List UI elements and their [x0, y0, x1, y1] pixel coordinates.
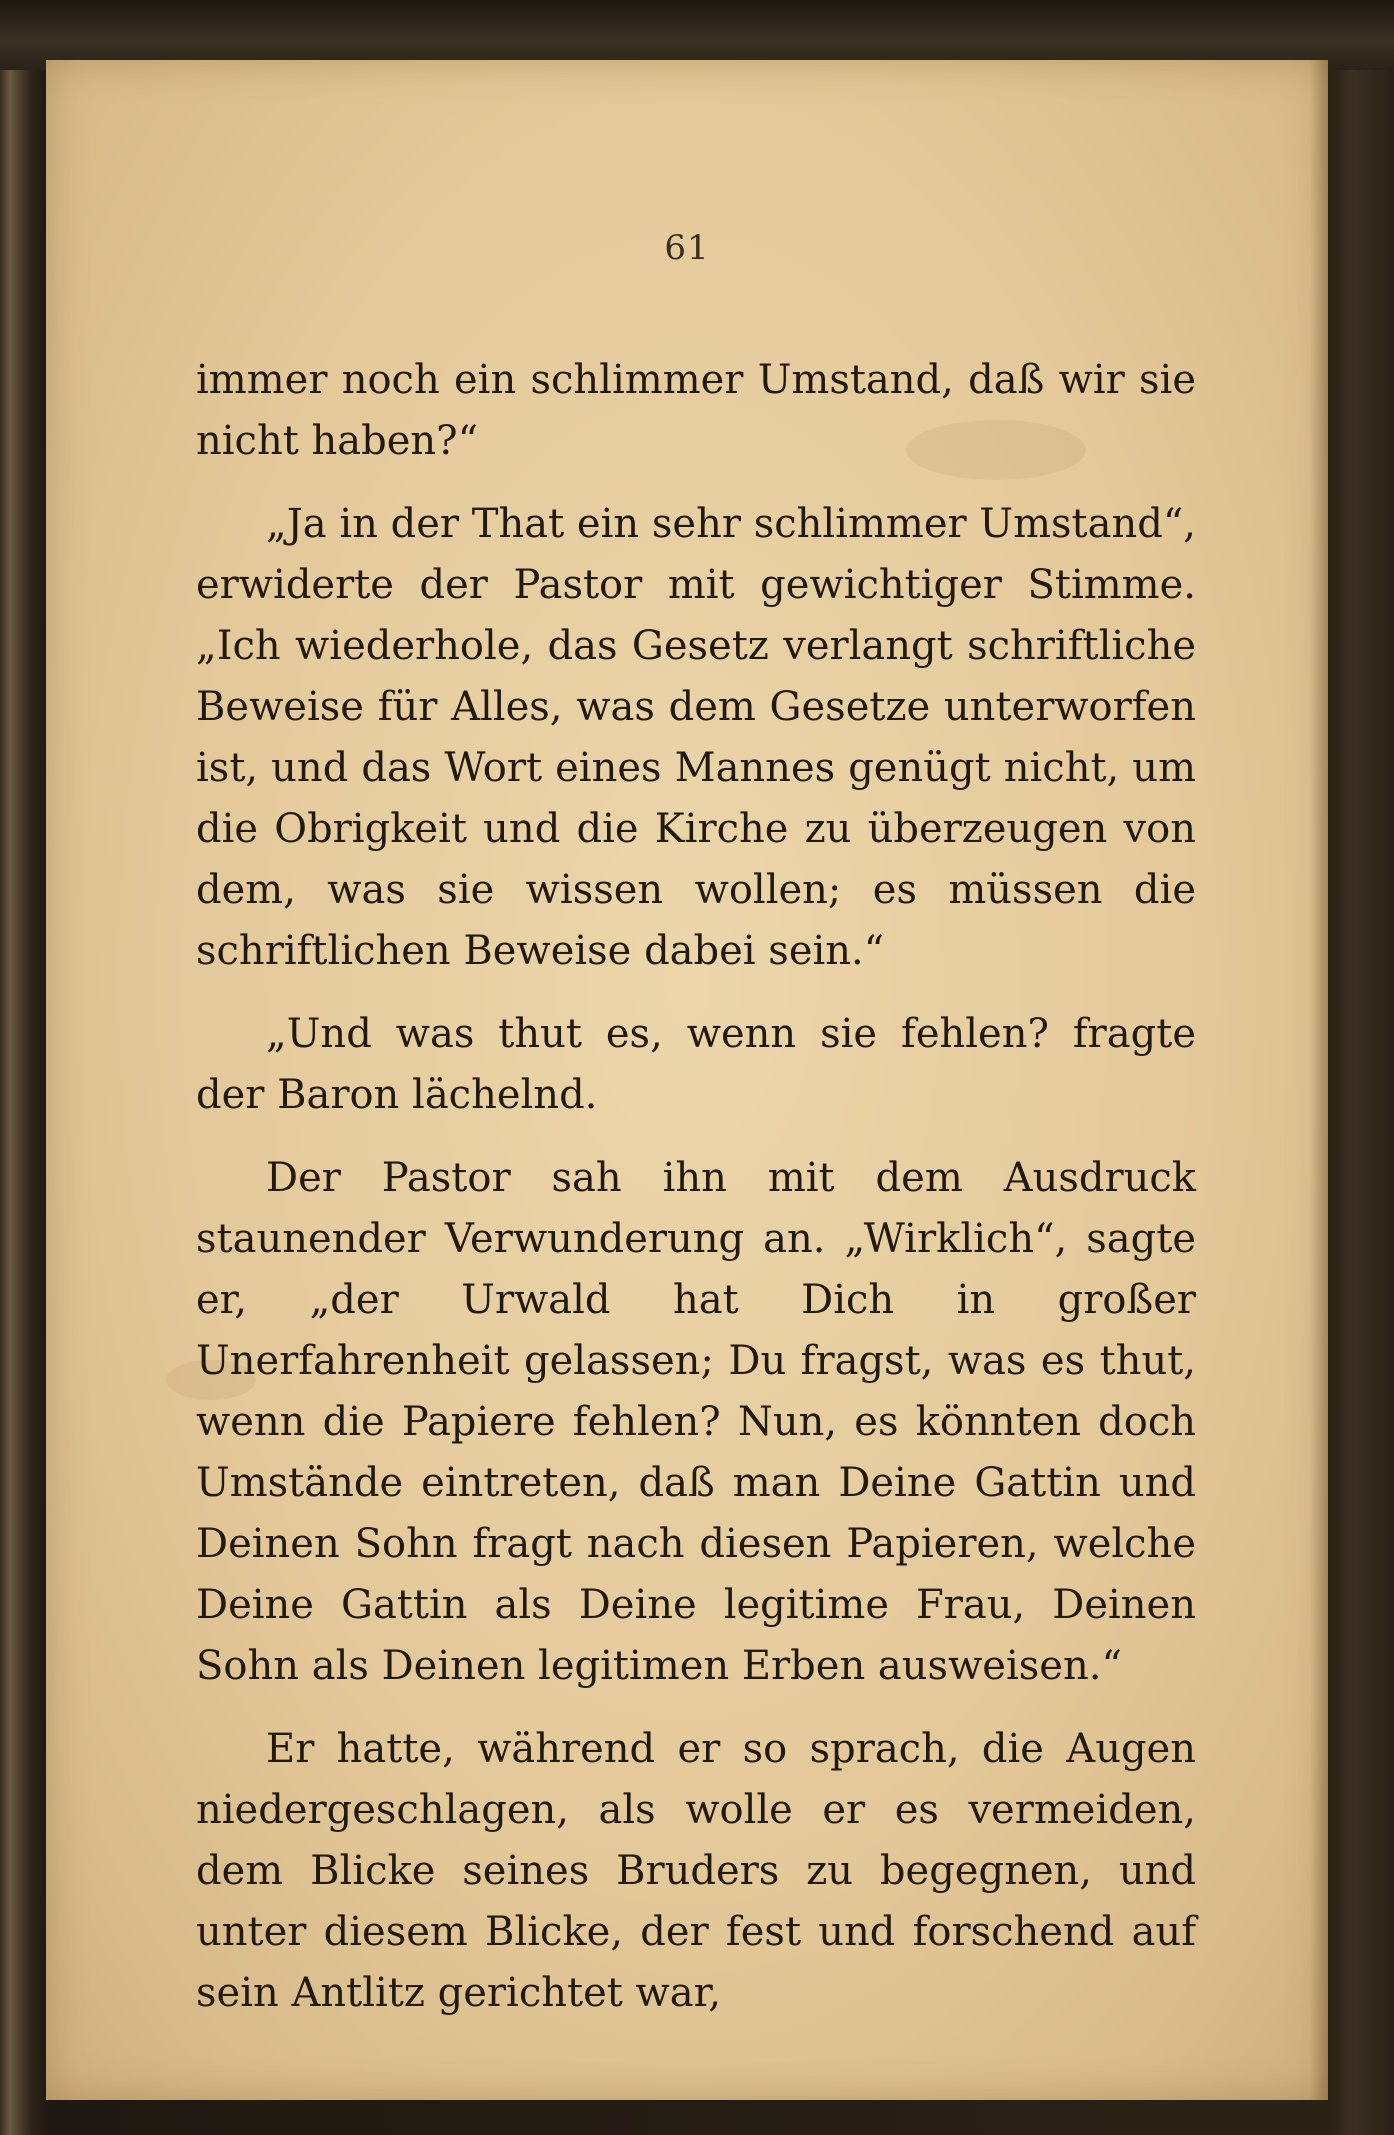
paragraph-5: Er hatte, während er so sprach, die Augen niedergeschlagen, als wolle er es vermeiden, dem Blicke seines Bruders zu begegnen, und unter diesem Blicke, der fest und forschend auf sein Antlitz gerichtet war, — [196, 1726, 1196, 2016]
page-number: 61 — [664, 228, 710, 268]
body-text — [196, 350, 1196, 2024]
paragraph-1: immer noch ein schlimmer Umstand, daß wir sie nicht haben?“ — [196, 357, 1196, 464]
paragraph-2: „Ja in der That ein sehr schlimmer Umstand“, erwiderte der Pastor mit gewichtiger Stimme. „Ich wiederhole, das Gesetz verlangt schriftliche Beweise für Alles, was dem Gesetze unterworfen ist, und das Wort eines Mannes genügt nicht, um die Obrigkeit und die Kirche zu überzeugen von dem, was sie wissen wollen; es müssen die schriftlichen Beweise dabei sein.“ — [196, 501, 1196, 974]
paragraph-3: „Und was thut es, wenn sie fehlen? fragte der Baron lächelnd. — [196, 1011, 1196, 1118]
page-edge-shadow — [1310, 60, 1328, 2100]
book-page — [46, 60, 1328, 2100]
paragraph-4: Der Pastor sah ihn mit dem Ausdruck staunender Verwunderung an. „Wirklich“, sagte er, „der Urwald hat Dich in großer Unerfahrenheit gelassen; Du fragst, was es thut, wenn die Papiere fehlen? Nun, es könnten doch Umstände eintreten, daß man Deine Gattin und Deinen Sohn fragt nach diesen Papieren, welche Deine Gattin als Deine legitime Frau, Deinen Sohn als Deinen legitimen Erben ausweisen.“ — [196, 1155, 1196, 1689]
